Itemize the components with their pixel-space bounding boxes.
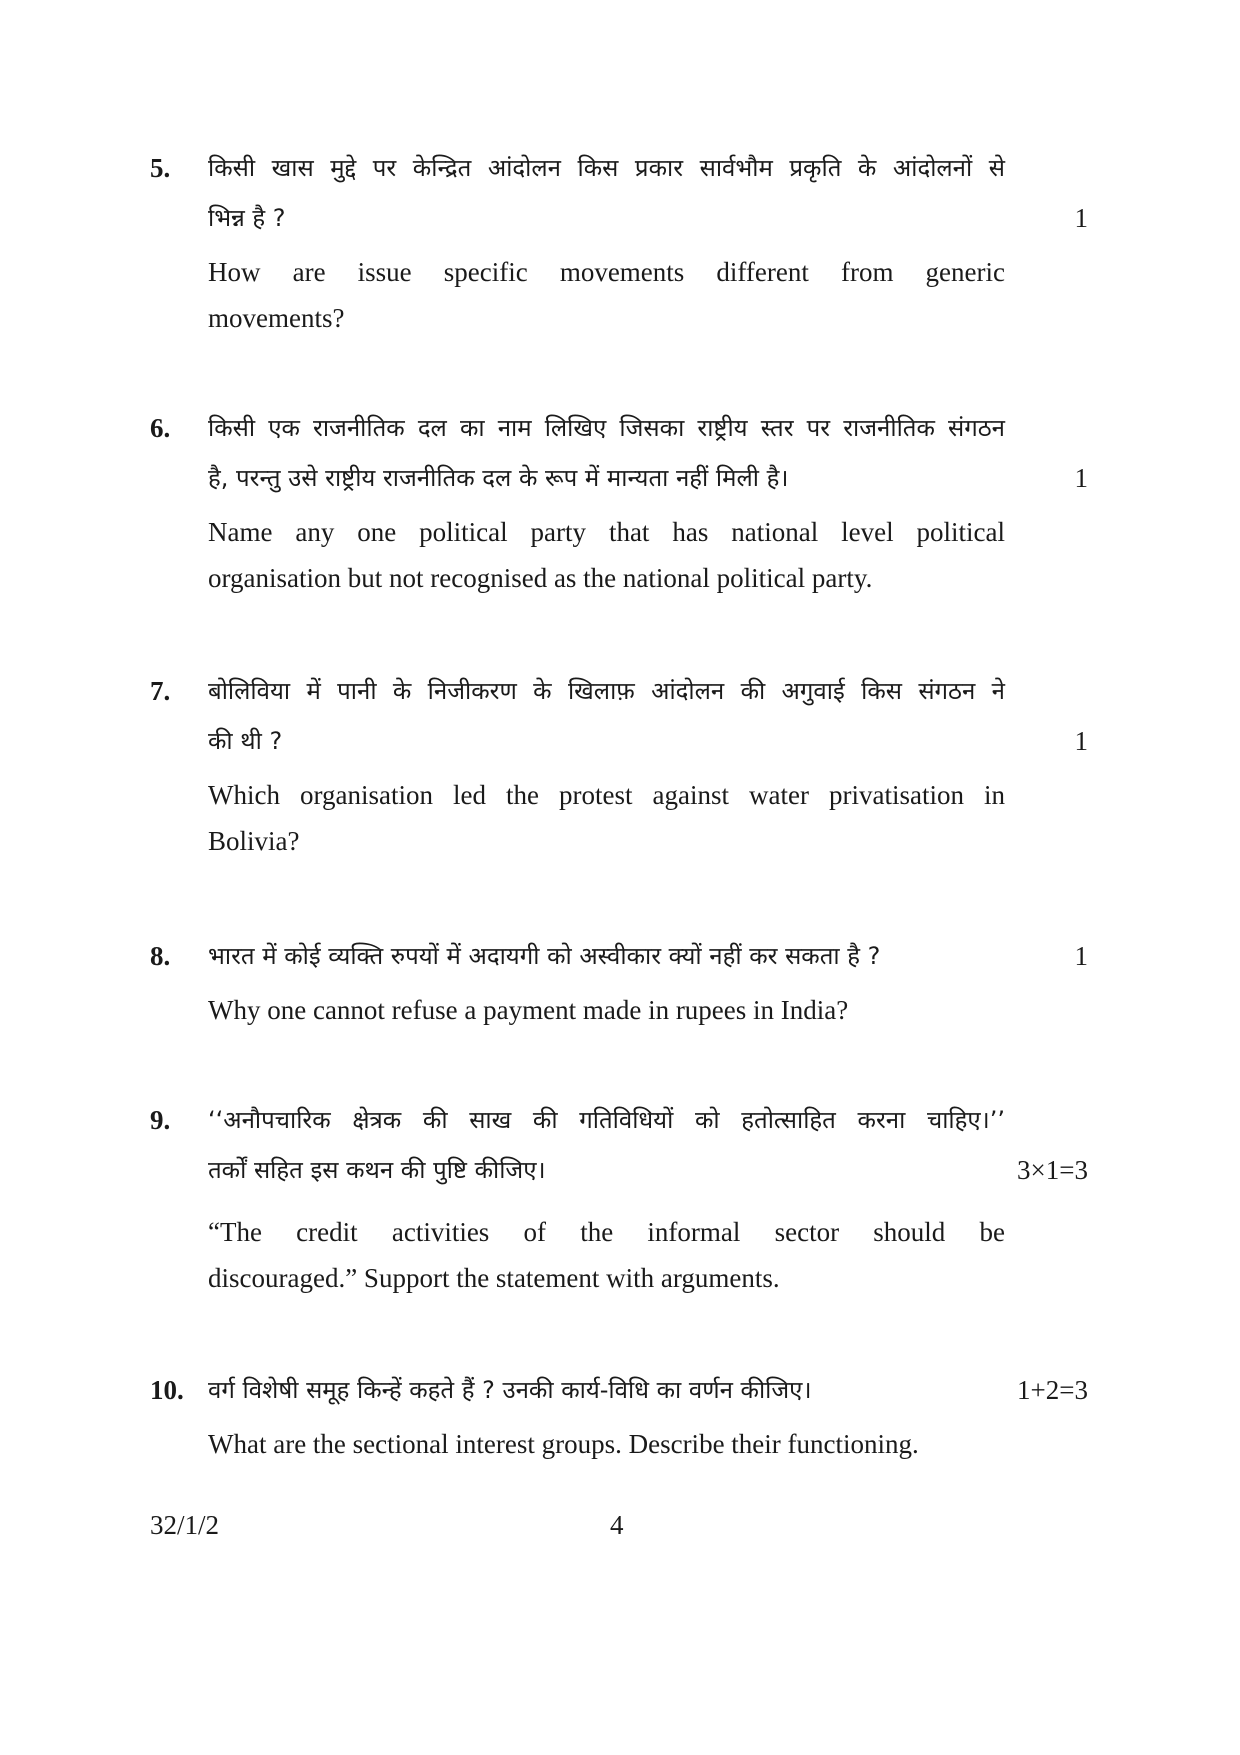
question-body	[208, 1097, 1005, 1301]
hindi-text: भारत में कोई व्यक्ति रुपयों में अदायगी को अस्वीकार क्यों नहीं कर सकता है ?	[208, 942, 881, 970]
question-number: 8.	[150, 941, 171, 971]
marks: 1	[1074, 941, 1088, 971]
hindi-text: तर्कों सहित इस कथन की पुष्टि कीजिए।	[208, 1156, 546, 1184]
english-text: Why one cannot refuse a payment made in rupees in India?	[208, 995, 849, 1025]
hindi-text: की थी ?	[208, 727, 283, 755]
english-text: How are issue specific movements different from generic	[208, 257, 1005, 287]
question-body	[208, 405, 1005, 601]
question-number: 5.	[150, 153, 171, 183]
english-text: Bolivia?	[208, 826, 300, 856]
paper-code: 32/1/2	[150, 1510, 220, 1540]
english-text: What are the sectional interest groups. Describe their functioning.	[208, 1429, 919, 1459]
question-number: 7.	[150, 676, 171, 706]
question-body	[208, 668, 1005, 864]
english-text: “The credit activities of the informal sector should be	[208, 1217, 1005, 1247]
english-text: organisation but not recognised as the national political party.	[208, 563, 873, 593]
question-body	[208, 145, 1005, 341]
marks: 1	[1074, 726, 1088, 756]
question-number: 6.	[150, 413, 171, 443]
marks: 1+2=3	[1017, 1375, 1088, 1405]
english-text: discouraged.” Support the statement with arguments.	[208, 1263, 780, 1293]
english-text: Name any one political party that has national level political	[208, 517, 1005, 547]
hindi-text: है, परन्तु उसे राष्ट्रीय राजनीतिक दल के रूप में मान्यता नहीं मिली है।	[208, 464, 789, 492]
hindi-text: किसी खास मुद्दे पर केन्द्रित आंदोलन किस प्रकार सार्वभौम प्रकृति के आंदोलनों से	[208, 154, 1005, 182]
hindi-text: किसी एक राजनीतिक दल का नाम लिखिए जिसका राष्ट्रीय स्तर पर राजनीतिक संगठन	[208, 414, 1005, 442]
marks: 3×1=3	[1017, 1155, 1088, 1185]
english-text: Which organisation led the protest against water privatisation in	[208, 780, 1005, 810]
hindi-text: भिन्न है ?	[208, 204, 286, 232]
question-body	[208, 1367, 1005, 1467]
marks: 1	[1074, 463, 1088, 493]
english-text: movements?	[208, 303, 345, 333]
page-number: 4	[610, 1510, 624, 1540]
question-number: 9.	[150, 1105, 171, 1135]
marks: 1	[1074, 203, 1088, 233]
hindi-text: ‘‘अनौपचारिक क्षेत्रक की साख की गतिविधियों को हतोत्साहित करना चाहिए।’’	[208, 1106, 1005, 1134]
hindi-text: बोलिविया में पानी के निजीकरण के खिलाफ़ आंदोलन की अगुवाई किस संगठन ने	[208, 677, 1005, 705]
question-number: 10.	[150, 1375, 184, 1405]
hindi-text: वर्ग विशेषी समूह किन्हें कहते हैं ? उनकी कार्य-विधि का वर्णन कीजिए।	[208, 1376, 812, 1404]
question-body	[208, 933, 1005, 1033]
